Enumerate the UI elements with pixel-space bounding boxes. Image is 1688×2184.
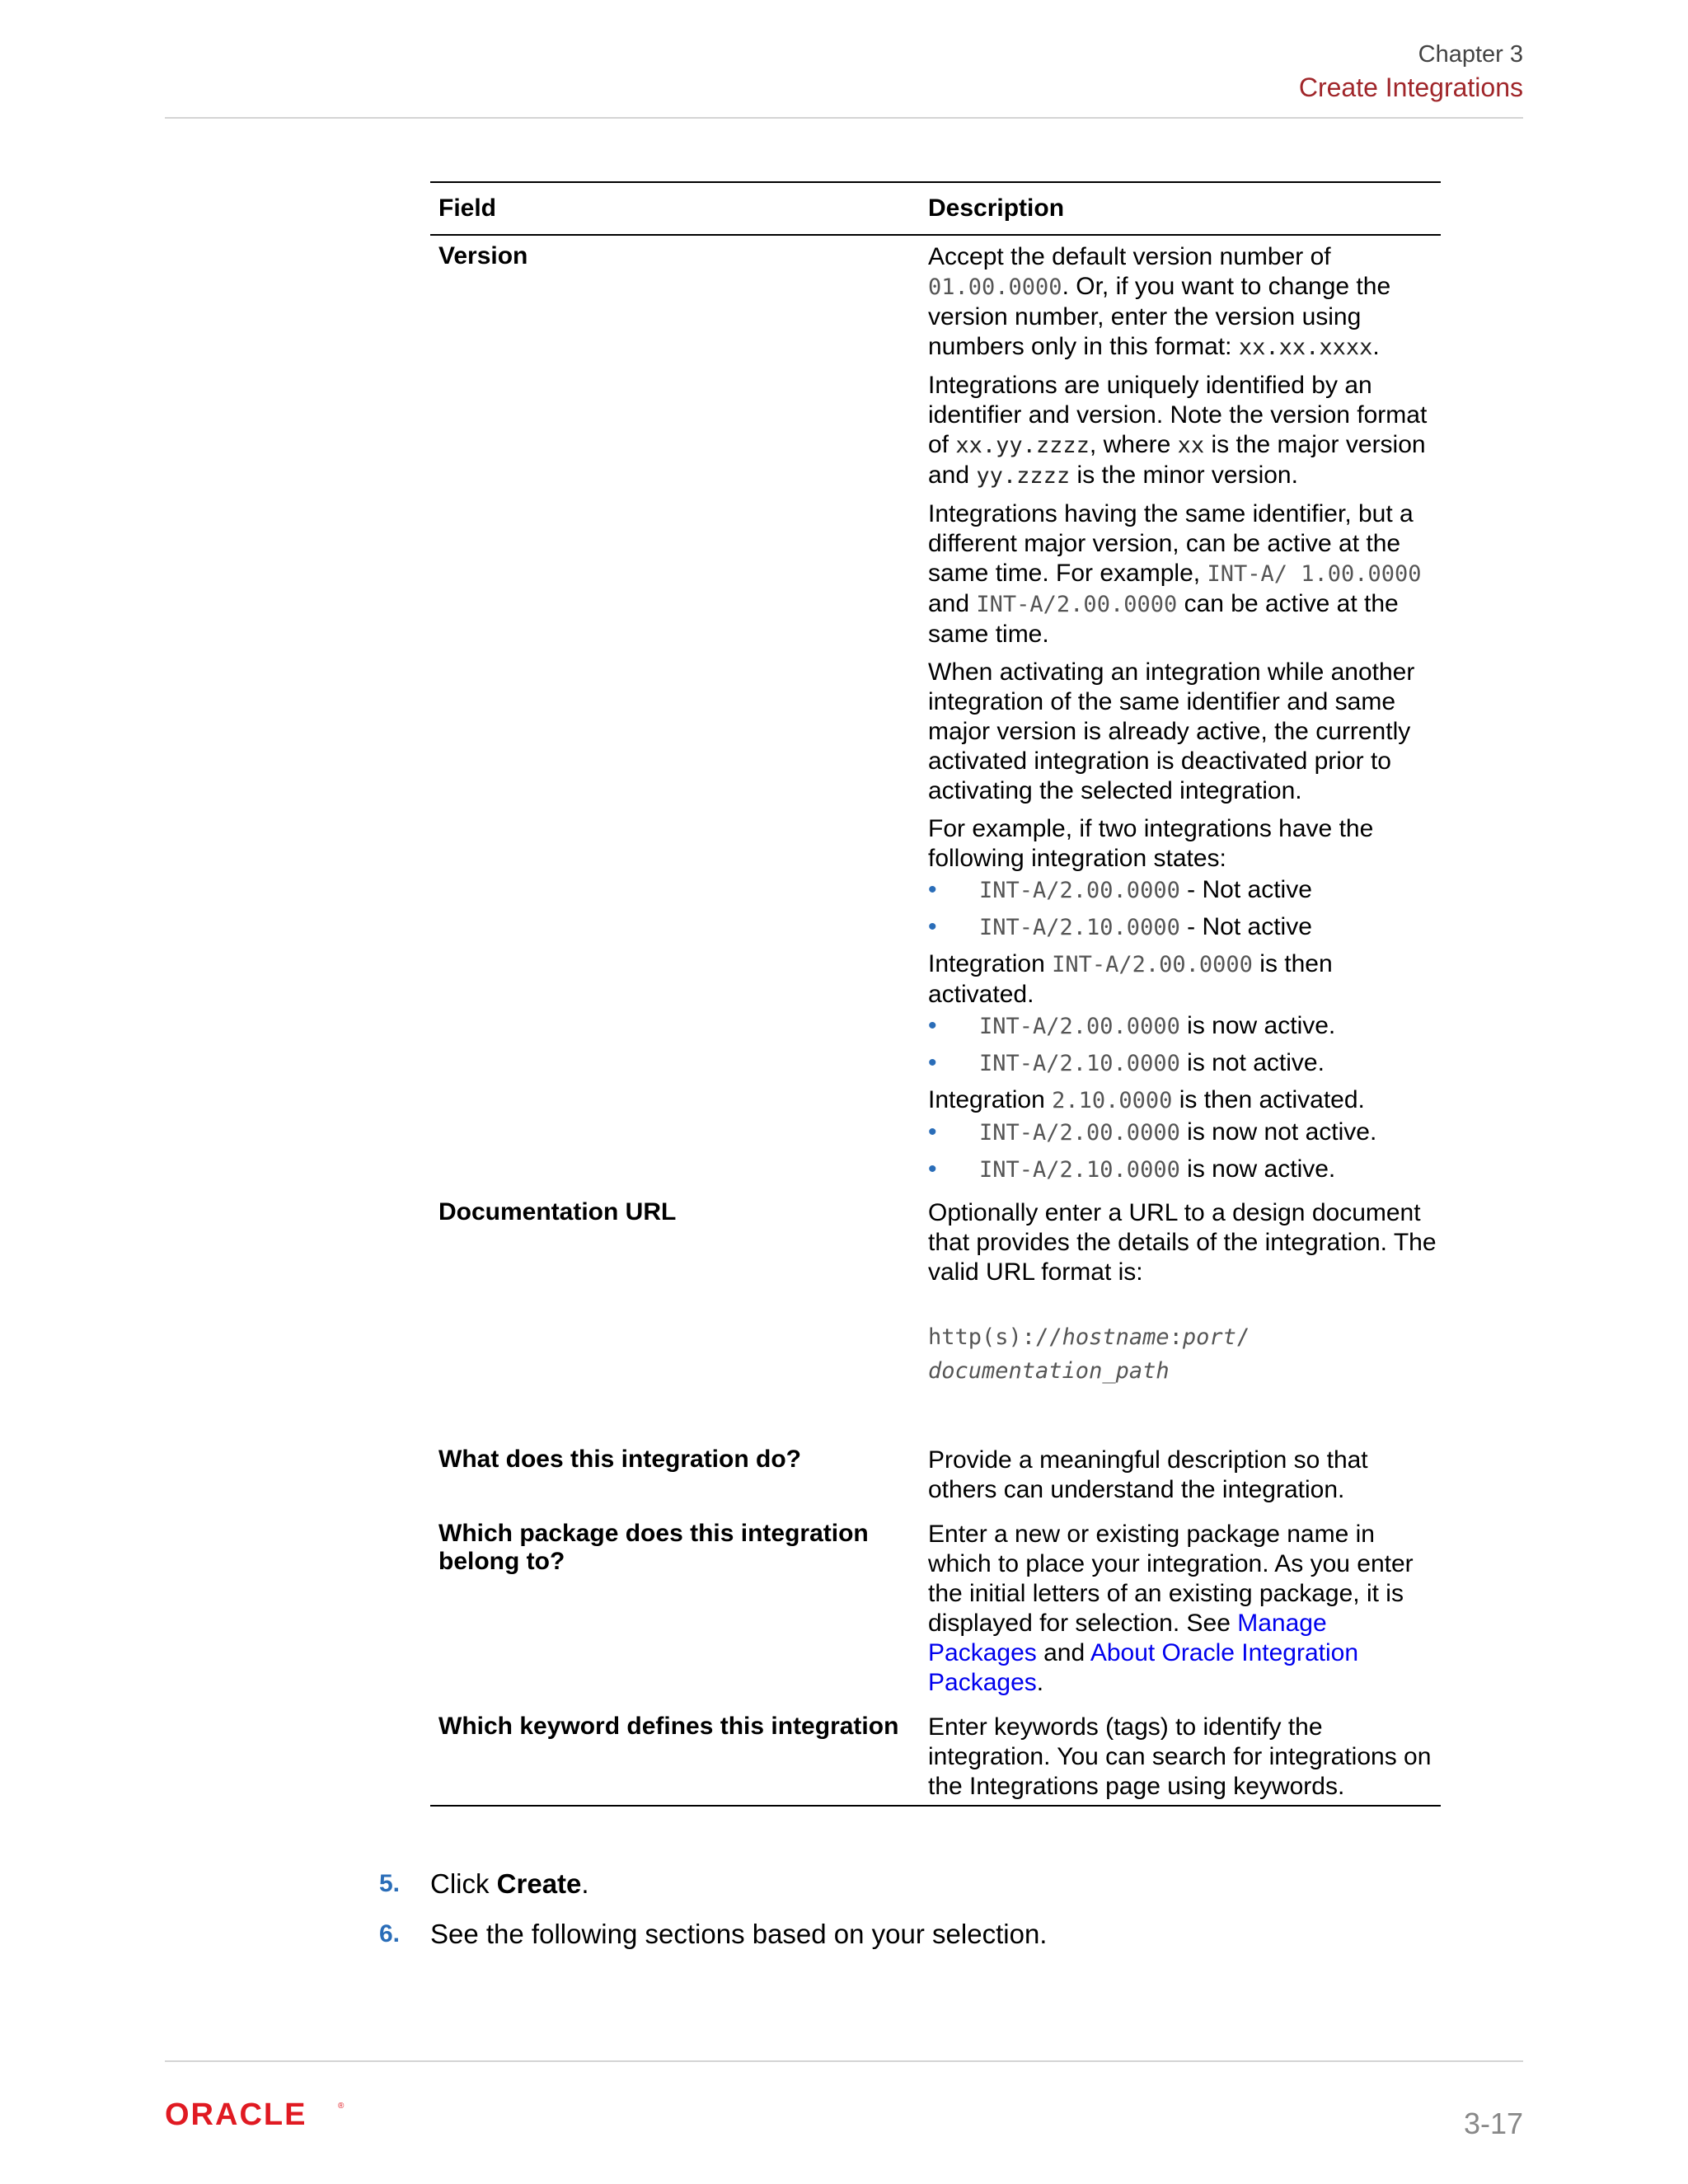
field-name: What does this integration do? — [438, 1446, 801, 1473]
chapter-label: Chapter 3 — [1418, 41, 1523, 68]
field-name: Which keyword defines this integration — [438, 1713, 899, 1740]
field-description — [926, 1446, 1441, 1520]
column-header-description: Description — [928, 194, 1065, 222]
list-item: • INT-A/2.10.0000 is not active. — [928, 1048, 1441, 1079]
footer-divider — [165, 2060, 1523, 2062]
version-paragraph-7: Integration 2.10.0000 is then activated. — [928, 1086, 1365, 1113]
doc-url-text: Optionally enter a URL to a design document that provides the details of the integration. The valid URL format is: — [928, 1199, 1437, 1286]
table-bottom-rule — [430, 1805, 1441, 1807]
bullet-icon: • — [928, 1049, 937, 1076]
field-name: Version — [438, 242, 528, 269]
field-name: Which package does this integration belong to? — [438, 1520, 869, 1575]
bullet-icon: • — [928, 1155, 937, 1183]
oracle-logo — [165, 2100, 348, 2132]
field-name: Documentation URL — [438, 1198, 677, 1226]
section-title: Create Integrations — [1298, 73, 1523, 102]
field-description — [926, 1198, 1441, 1446]
column-header-field: Field — [438, 194, 497, 222]
bullet-icon: • — [928, 913, 937, 940]
table-row-keyword — [430, 1713, 1441, 1805]
table-row-package — [430, 1520, 1441, 1713]
step-6 — [379, 1918, 1047, 1951]
svg-text:ORACLE: ORACLE — [165, 2100, 307, 2128]
table-header-row — [430, 183, 1441, 234]
list-item: • INT-A/2.10.0000 is now active. — [928, 1155, 1441, 1185]
version-paragraph-5: For example, if two integrations have the following integration states: — [928, 815, 1374, 872]
list-item: • INT-A/2.00.0000 - Not active — [928, 875, 1441, 906]
field-description — [926, 1713, 1441, 1805]
field-description — [926, 1520, 1441, 1713]
svg-text:®: ® — [338, 2102, 345, 2111]
step-number: 5. — [379, 1870, 401, 1897]
step-text: Click Create. — [430, 1868, 589, 1899]
package-text: Enter a new or existing package name in which to place your integration. As you enter the initial letters of an existing package, it is displayed for selection. See Manage Packages and About Oracle Integration Packages. — [928, 1521, 1414, 1696]
table-row-what-does — [430, 1446, 1441, 1520]
step-5 — [379, 1868, 589, 1900]
version-paragraph-2: Integrations are uniquely identified by an identifier and version. Note the version format of xx.yy.zzzz, where xx is the major version and yy.zzzz is the minor version. — [928, 372, 1428, 489]
list-item: • INT-A/2.10.0000 - Not active — [928, 912, 1441, 943]
oracle-logo-icon — [165, 2100, 348, 2128]
step-number: 6. — [379, 1920, 401, 1947]
what-does-text: Provide a meaningful description so that others can understand the integration. — [928, 1446, 1368, 1503]
bullet-icon: • — [928, 1012, 937, 1039]
doc-url-format: http(s)://hostname:port/ documentation_path — [928, 1324, 1250, 1384]
keyword-text: Enter keywords (tags) to identify the integration. You can search for integrations on the Integrations page using keywords. — [928, 1713, 1432, 1800]
list-item: • INT-A/2.00.0000 is now active. — [928, 1011, 1441, 1042]
version-paragraph-3: Integrations having the same identifier, but a different major version, can be active at the same time. For example, INT-A/ 1.00.0000 and INT-A/2.00.0000 can be active at the same time. — [928, 500, 1422, 648]
version-paragraph-6: Integration INT-A/2.00.0000 is then activated. — [928, 950, 1333, 1008]
version-paragraph-4: When activating an integration while another integration of the same identifier and same major version is already active, the currently activated integration is deactivated prior to activating the selected integration. — [928, 658, 1415, 804]
table-row-documentation-url — [430, 1192, 1441, 1446]
manage-packages-link[interactable]: Manage Packages — [928, 1610, 1327, 1666]
table-row-version — [430, 236, 1441, 1192]
field-description — [926, 242, 1441, 1192]
about-packages-link[interactable]: About Oracle Integration Packages — [928, 1639, 1359, 1696]
version-paragraph-1: Accept the default version number of 01.00.0000. Or, if you want to change the version number, enter the version using numbers only in this format: xx.xx.xxxx. — [928, 243, 1391, 360]
list-item: • INT-A/2.00.0000 is now not active. — [928, 1118, 1441, 1148]
page-number: 3-17 — [1463, 2107, 1523, 2140]
step-text: See the following sections based on your selection. — [430, 1919, 1048, 1949]
field-description-table — [430, 181, 1441, 1807]
bullet-icon: • — [928, 1118, 937, 1146]
bullet-icon: • — [928, 876, 937, 903]
header-divider — [165, 117, 1523, 119]
